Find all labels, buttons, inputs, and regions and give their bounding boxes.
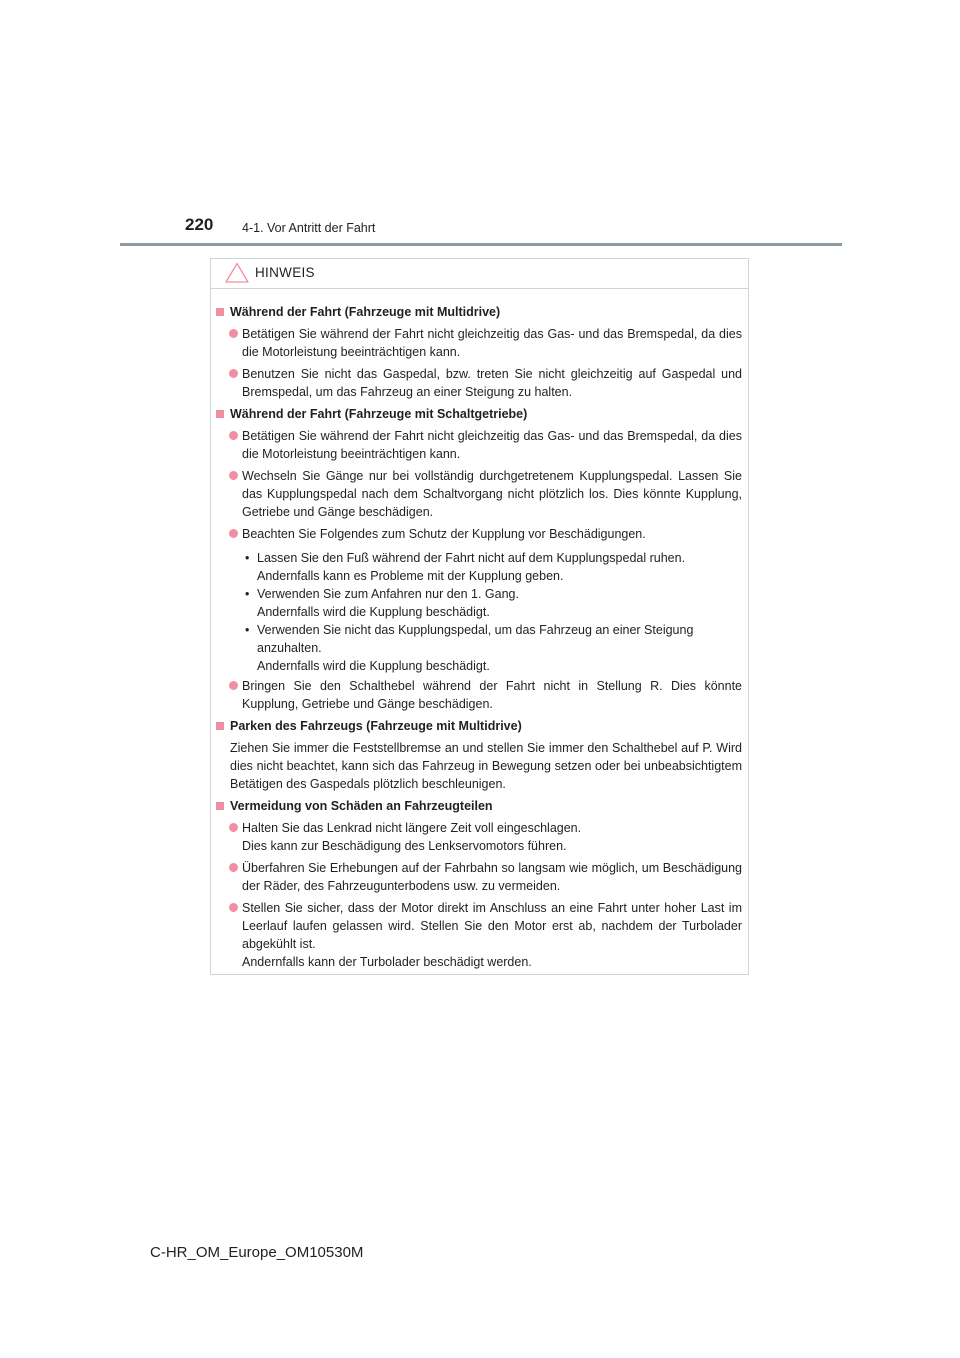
section-title: 4-1. Vor Antritt der Fahrt — [242, 221, 376, 235]
list-item: Wechseln Sie Gänge nur bei vollständig durchgetretenem Kupplungspedal. Lassen Sie das Kupplungspedal nach dem Schaltvorgang nicht plötzlich los. Dies könnte Kupplung, Getriebe und Gänge beschädigen. — [216, 467, 742, 521]
header-rule — [120, 243, 842, 246]
notice-body — [211, 289, 748, 971]
round-bullet-icon — [229, 863, 238, 872]
section-heading: Während der Fahrt (Fahrzeuge mit Multidrive) — [216, 303, 742, 321]
list-item: Halten Sie das Lenkrad nicht längere Zeit voll eingeschlagen. Dies kann zur Beschädigung des Lenkservomotors führen. — [216, 819, 742, 855]
page-number: 220 — [185, 215, 214, 234]
square-bullet-icon — [216, 308, 224, 316]
paragraph: Ziehen Sie immer die Feststellbremse an und stellen Sie immer den Schalthebel auf P. Wird dies nicht beachtet, kann sich das Fahrzeug in Bewegung setzen oder bei unbeabsichtigtem Betätigen des Gaspedals plötzlich beschleunigen. — [230, 741, 742, 791]
round-bullet-icon — [229, 369, 238, 378]
footer-code: C-HR_OM_Europe_OM10530M — [150, 1244, 364, 1261]
notice-box — [210, 258, 749, 975]
square-bullet-icon — [216, 410, 224, 418]
round-bullet-icon — [229, 329, 238, 338]
round-bullet-icon — [229, 903, 238, 912]
round-bullet-icon — [229, 471, 238, 480]
round-bullet-icon — [229, 823, 238, 832]
sub-list-item: • Verwenden Sie nicht das Kupplungspedal, um das Fahrzeug an einer Steigung anzuhalten. Andernfalls wird die Kupplung beschädigt. — [245, 623, 694, 673]
sub-list-item: • Lassen Sie den Fuß während der Fahrt nicht auf dem Kupplungspedal ruhen. Andernfalls kann es Probleme mit der Kupplung geben. — [245, 551, 686, 583]
notice-header — [211, 259, 748, 289]
notice-title: HINWEIS — [255, 265, 315, 280]
square-bullet-icon — [216, 722, 224, 730]
list-item: Bringen Sie den Schalthebel während der Fahrt nicht in Stellung R. Dies könnte Kupplung, Getriebe und Gänge beschädigen. — [216, 677, 742, 713]
section-heading: Parken des Fahrzeugs (Fahrzeuge mit Multidrive) — [216, 717, 742, 735]
section-heading: Vermeidung von Schäden an Fahrzeugteilen — [216, 797, 742, 815]
list-item: Stellen Sie sicher, dass der Motor direkt im Anschluss an eine Fahrt unter hoher Last im Leerlauf laufen gelassen wird. Stellen Sie den Motor erst ab, nachdem der Turbolader abgekühlt ist. Andernfalls kann der Turbolader beschädigt werden. — [216, 899, 742, 971]
list-item: Betätigen Sie während der Fahrt nicht gleichzeitig das Gas- und das Bremspedal, da dies die Motorleistung beeinträchtigen kann. — [216, 325, 742, 361]
list-item: Überfahren Sie Erhebungen auf der Fahrbahn so langsam wie möglich, um Beschädigung der Räder, des Fahrzeugunterbodens usw. zu vermeiden. — [216, 859, 742, 895]
section-heading: Während der Fahrt (Fahrzeuge mit Schaltgetriebe) — [216, 405, 742, 423]
warning-triangle-icon — [225, 262, 249, 283]
list-item: Betätigen Sie während der Fahrt nicht gleichzeitig das Gas- und das Bremspedal, da dies die Motorleistung beeinträchtigen kann. — [216, 427, 742, 463]
round-bullet-icon — [229, 681, 238, 690]
sub-list-item: • Verwenden Sie zum Anfahren nur den 1. Gang. Andernfalls wird die Kupplung beschädigt. — [245, 587, 519, 619]
list-item: Benutzen Sie nicht das Gaspedal, bzw. treten Sie nicht gleichzeitig auf Gaspedal und Bremspedal, um das Fahrzeug an einer Steigung zu halten. — [216, 365, 742, 401]
list-item: Beachten Sie Folgendes zum Schutz der Kupplung vor Beschädigungen. — [216, 525, 742, 543]
square-bullet-icon — [216, 802, 224, 810]
round-bullet-icon — [229, 529, 238, 538]
round-bullet-icon — [229, 431, 238, 440]
